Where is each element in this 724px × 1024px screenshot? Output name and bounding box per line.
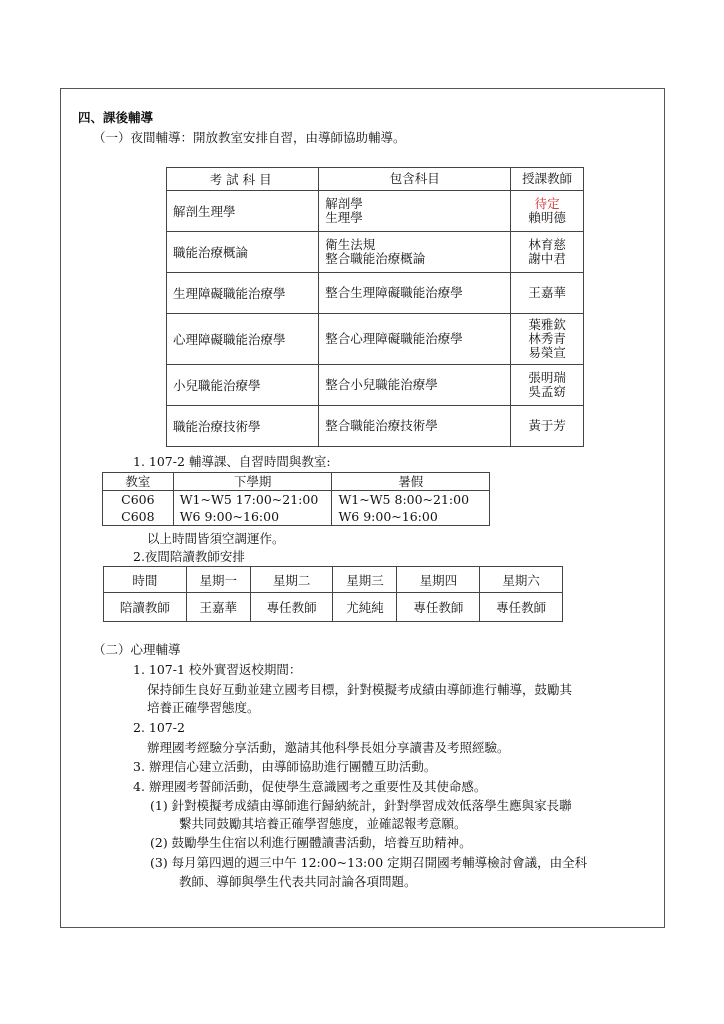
- psych-item-1-line1: 保持師生良好互動並建立國考目標，針對模擬考成績由導師進行輔導，鼓勵其: [147, 682, 573, 697]
- exam-subject: 小兒職能治療學: [167, 365, 319, 406]
- table-row: [167, 365, 584, 406]
- teachers: 葉雅欽 林秀青 易榮宣: [511, 314, 584, 365]
- psych-item-4-1-line2: 繫共同鼓勵其培養正確學習態度，並確認報考意願。: [179, 816, 467, 831]
- psych-item-4-2: (2) 鼓勵學生住宿以利進行團體讀書活動，培養互助精神。: [150, 835, 472, 850]
- teachers: 張明瑞 吳孟窈: [511, 365, 584, 406]
- psych-item-4-3-line1: (3) 每月第四週的週三中午 12:00~13:00 定期召開國考輔導檢討會議，由全科: [150, 855, 588, 870]
- psych-item-4-3-line2: 教師、導師與學生代表共同討論各項問題。: [179, 874, 417, 889]
- table-header-row: [103, 473, 490, 491]
- schedule-table: [102, 472, 490, 526]
- table-row: [167, 406, 584, 447]
- subsection-night-tutoring: （一）夜間輔導：開放教室安排自習，由導師協助輔導。: [93, 130, 406, 145]
- included-subjects: 解剖學 生理學: [319, 191, 511, 232]
- teacher-mon: 王嘉華: [186, 593, 250, 622]
- row-label: 陪讀教師: [104, 593, 187, 622]
- teachers: 黃于芳: [511, 406, 584, 447]
- header-mon: 星期一: [186, 567, 250, 593]
- exam-subject: 心理障礙職能治療學: [167, 314, 319, 365]
- header-exam-subject: 考試科目: [167, 168, 319, 191]
- exam-subject: 解剖生理學: [167, 191, 319, 232]
- summer-times: W1~W5 8:00~21:00 W6 9:00~16:00: [332, 491, 490, 526]
- table-row: [167, 191, 584, 232]
- included-subjects: 衛生法規 整合職能治療概論: [319, 232, 511, 273]
- table-row: [103, 491, 490, 526]
- table-row: [167, 314, 584, 365]
- header-sat: 星期六: [480, 567, 563, 593]
- psych-item-2-line1: 辦理國考經驗分享活動，邀請其他科學長姐分享讀書及考照經驗。: [147, 740, 510, 755]
- header-semester: 下學期: [173, 473, 332, 491]
- included-subjects: 整合生理障礙職能治療學: [319, 273, 511, 314]
- header-wed: 星期三: [333, 567, 397, 593]
- semester-times: W1~W5 17:00~21:00 W6 9:00~16:00: [173, 491, 332, 526]
- header-room: 教室: [103, 473, 174, 491]
- header-teacher: 授課教師: [511, 168, 584, 191]
- psych-item-4: 4. 辦理國考誓師活動，促使學生意識國考之重要性及其使命感。: [133, 779, 487, 794]
- teachers: 林育慈 謝中君: [511, 232, 584, 273]
- teachers: 待定 賴明德: [511, 191, 584, 232]
- exam-subject: 生理障礙職能治療學: [167, 273, 319, 314]
- psych-item-1: 1. 107-1 校外實習返校期間：: [133, 662, 302, 677]
- table-header-row: [167, 168, 584, 191]
- psych-item-3: 3. 辦理信心建立活動，由導師協助進行團體互助活動。: [133, 759, 437, 774]
- table-row: [104, 593, 563, 622]
- header-time: 時間: [104, 567, 187, 593]
- teachers: 王嘉華: [511, 273, 584, 314]
- teacher-tue: 專任教師: [250, 593, 333, 622]
- subject-teacher-table: [166, 167, 584, 447]
- teacher-wed: 尤純純: [333, 593, 397, 622]
- pending-teacher: 待定: [534, 196, 560, 211]
- included-subjects: 整合職能治療技術學: [319, 406, 511, 447]
- header-summer: 暑假: [332, 473, 490, 491]
- header-included-subjects: 包含科目: [319, 168, 511, 191]
- table-row: [167, 232, 584, 273]
- header-tue: 星期二: [250, 567, 333, 593]
- section-title: 四、課後輔導: [78, 110, 154, 125]
- table-row: [167, 273, 584, 314]
- included-subjects: 整合小兒職能治療學: [319, 365, 511, 406]
- aircon-note: 以上時間皆須空調運作。: [147, 531, 285, 546]
- exam-subject: 職能治療概論: [167, 232, 319, 273]
- teacher-sat: 專任教師: [480, 593, 563, 622]
- table-header-row: [104, 567, 563, 593]
- psych-item-4-1-line1: (1) 針對模擬考成績由導師進行歸納統計，針對學習成效低落學生應與家長聯: [150, 798, 572, 813]
- item2-title: 2.夜間陪讀教師安排: [133, 549, 245, 564]
- psych-item-2: 2. 107-2: [133, 720, 185, 735]
- header-thu: 星期四: [397, 567, 480, 593]
- included-subjects: 整合心理障礙職能治療學: [319, 314, 511, 365]
- teacher-thu: 專任教師: [397, 593, 480, 622]
- subsection-psych: （二）心理輔導: [93, 642, 181, 657]
- exam-subject: 職能治療技術學: [167, 406, 319, 447]
- psych-item-1-line2: 培養正確學習態度。: [147, 700, 260, 715]
- rooms: C606 C608: [103, 491, 174, 526]
- night-study-teacher-table: [103, 566, 563, 622]
- item1-title: 1. 107-2 輔導課、自習時間與教室:: [133, 454, 331, 469]
